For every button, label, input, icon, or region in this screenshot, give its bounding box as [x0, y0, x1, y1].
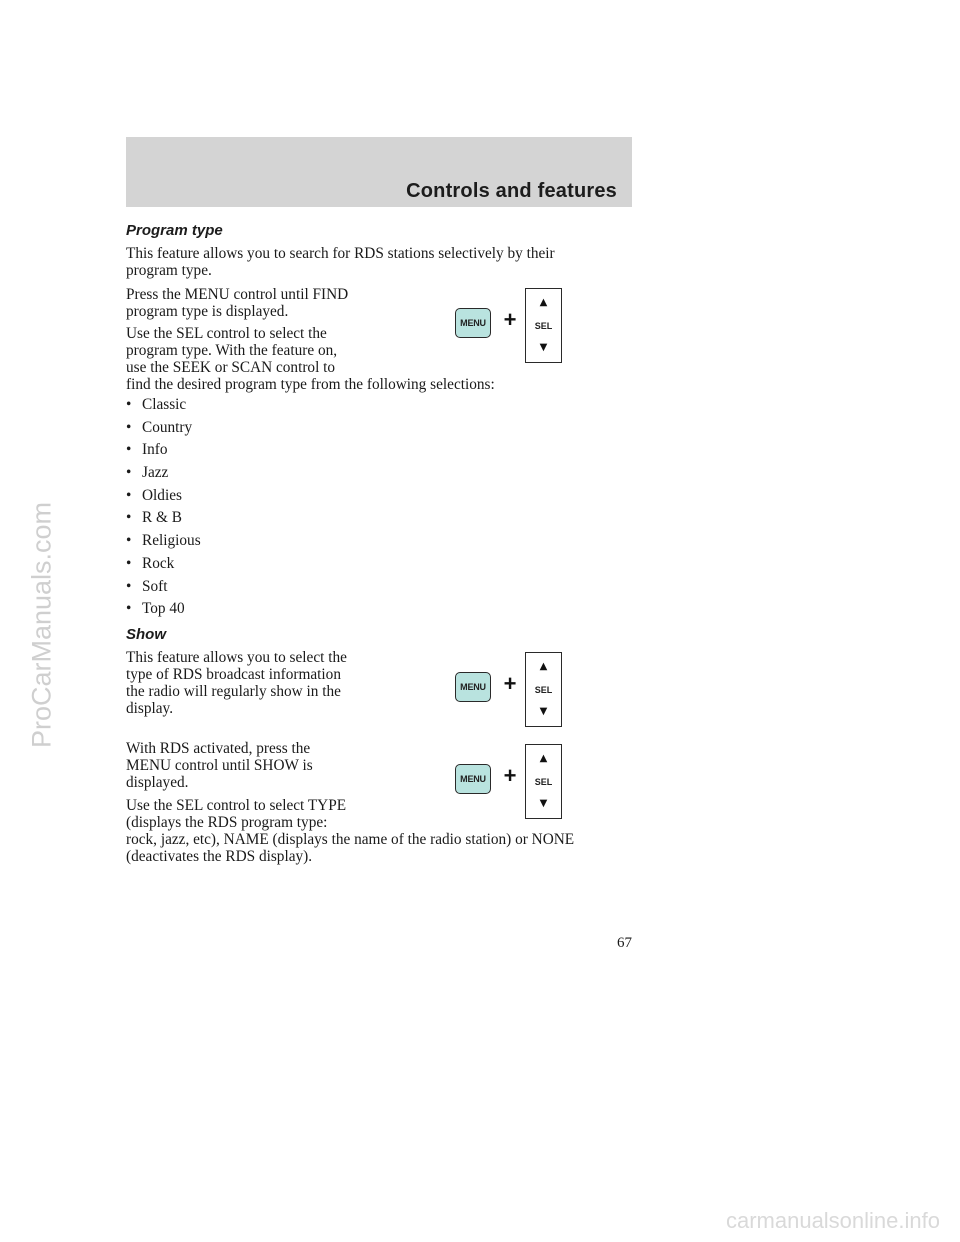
bullet-icon: • — [126, 396, 132, 413]
menu-sel-control-diagram — [455, 288, 565, 364]
menu-button-icon: MENU — [455, 764, 491, 794]
list-item: • Top 40 — [126, 600, 185, 617]
paragraph-show-step1: With RDS activated, press the MENU control until SHOW is displayed. — [126, 740, 313, 791]
sel-label: SEL — [534, 685, 553, 695]
down-arrow-icon: ▼ — [539, 706, 548, 717]
list-item: • Rock — [126, 555, 175, 572]
bullet-icon: • — [126, 441, 132, 458]
page-number: 67 — [617, 935, 632, 951]
plus-icon: + — [503, 307, 517, 332]
bullet-icon: • — [126, 555, 132, 572]
bullet-icon: • — [126, 419, 132, 436]
paragraph-show-intro: This feature allows you to select the type of RDS broadcast information the radio will regularly show in the display. — [126, 649, 347, 717]
up-arrow-icon: ▲ — [539, 297, 548, 308]
bullet-icon: • — [126, 578, 132, 595]
paragraph-program-type-intro: This feature allows you to search for RDS stations selectively by their program type. — [126, 245, 555, 279]
bullet-icon: • — [126, 532, 132, 549]
menu-button-icon: MENU — [455, 672, 491, 702]
list-item: • Classic — [126, 396, 187, 413]
list-item: • Jazz — [126, 464, 169, 481]
menu-button-icon: MENU — [455, 308, 491, 338]
list-item: • R & B — [126, 509, 182, 526]
sel-control-icon — [525, 288, 562, 363]
up-arrow-icon: ▲ — [539, 753, 548, 764]
section-heading-program-type: Program type — [126, 222, 223, 239]
sel-label: SEL — [534, 777, 553, 787]
down-arrow-icon: ▼ — [539, 798, 548, 809]
header-band — [126, 137, 632, 207]
up-arrow-icon: ▲ — [539, 661, 548, 672]
plus-icon: + — [503, 763, 517, 788]
list-item: • Oldies — [126, 487, 182, 504]
paragraph-show-step2: Use the SEL control to select TYPE (displays the RDS program type: rock, jazz, etc), NAME (displays the name of the radio station) or NONE (deactivates the RDS display). — [126, 797, 575, 865]
bullet-icon: • — [126, 464, 132, 481]
page-title: Controls and features — [406, 180, 617, 202]
side-watermark: ProCarManuals.com — [26, 501, 57, 749]
sel-label: SEL — [534, 321, 553, 331]
menu-sel-control-diagram — [455, 652, 565, 728]
list-item: • Soft — [126, 578, 168, 595]
paragraph-program-type-step2: Use the SEL control to select the program type. With the feature on, use the SEEK or SCAN control to find the desired program type from the following selections: — [126, 325, 495, 393]
bullet-icon: • — [126, 487, 132, 504]
bullet-icon: • — [126, 509, 132, 526]
bottom-watermark: carmanualsonline.info — [725, 1208, 940, 1233]
list-item: • Religious — [126, 532, 201, 549]
sel-control-icon — [525, 652, 562, 727]
plus-icon: + — [503, 671, 517, 696]
bullet-icon: • — [126, 600, 132, 617]
paragraph-program-type-step1: Press the MENU control until FIND program type is displayed. — [126, 286, 349, 320]
list-item: • Info — [126, 441, 168, 458]
list-item: • Country — [126, 419, 193, 436]
down-arrow-icon: ▼ — [539, 342, 548, 353]
section-heading-show: Show — [126, 626, 166, 643]
